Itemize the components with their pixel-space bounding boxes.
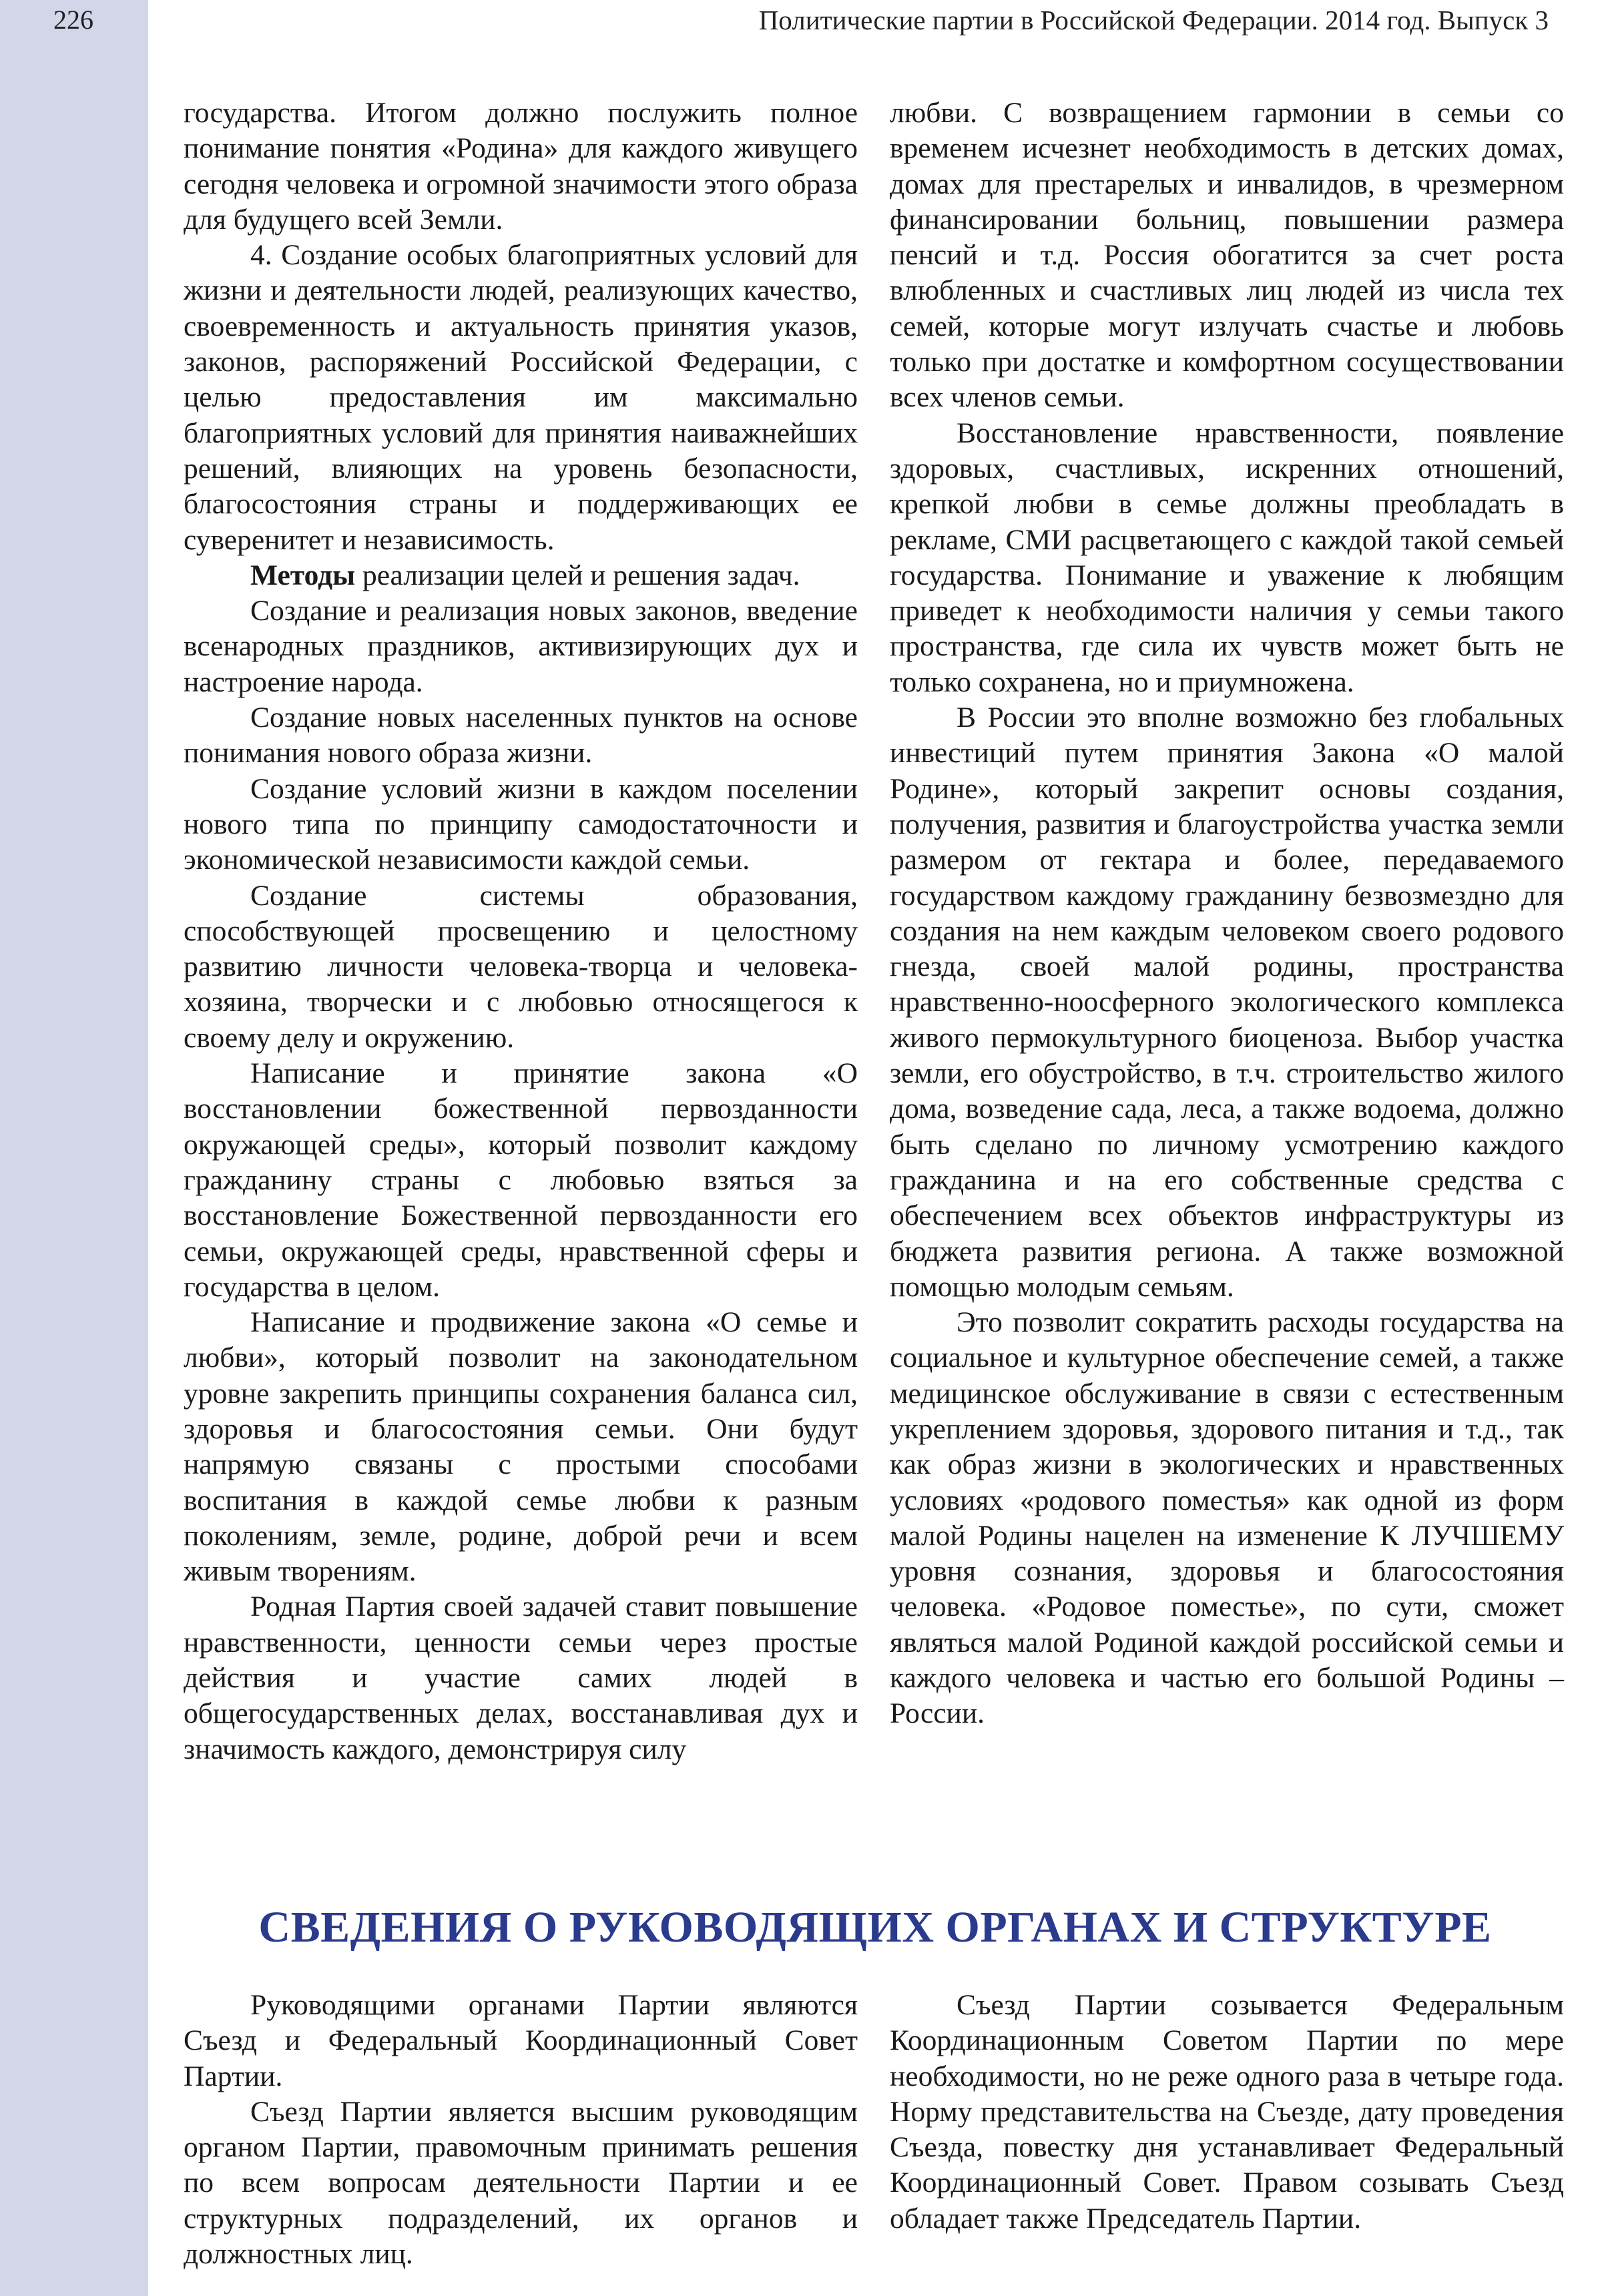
paragraph: Руководящими органами Партии являются Съезд и Федеральный Координационный Совет Партии. bbox=[184, 1989, 858, 2092]
paragraph: Создание новых населенных пунктов на основе понимания нового образа жизни. bbox=[184, 701, 858, 770]
section-left-column bbox=[184, 1988, 858, 2272]
paragraph: Восстановление нравственности, появление здоровых, счастливых, искренних отношений, крепкой любви в семье должны преобладать в рекламе, СМИ расцветающего с каждой такой семьей государства. Понимание и уважение к любящим приведет к необходимости наличия у семьи такого пространства, где сила их чувств может быть не только сохранена, но и приумножена. bbox=[890, 416, 1564, 698]
paragraph: Создание и реализация новых законов, введение всенародных праздников, активизирующих дух и настроение народа. bbox=[184, 595, 858, 698]
paragraph bbox=[184, 558, 858, 593]
paragraph: государства. Итогом должно послужить полное понимание понятия «Родина» для каждого живущего сегодня человека и огромной значимости этого образа для будущего всей Земли. bbox=[184, 97, 858, 236]
section-heading: СВЕДЕНИЯ О РУКОВОДЯЩИХ ОРГАНАХ И СТРУКТУРЕ bbox=[258, 1903, 1492, 1952]
page-margin-band bbox=[0, 0, 148, 2296]
paragraph: Написание и продвижение закона «О семье и любви», который позволит на законодательном уровне закрепить принципы сохранения баланса сил, здоровья и благосостояния семьи. Они будут напрямую связаны с простыми способами воспитания в каждой семье любви к разным поколениям, земле, родине, доброй речи и всем живым творениям. bbox=[184, 1306, 858, 1588]
right-column bbox=[890, 95, 1564, 1732]
page-number: 226 bbox=[53, 5, 93, 35]
paragraph-text: реализации целей и решения задач. bbox=[355, 559, 800, 591]
paragraph: Создание условий жизни в каждом поселении нового типа по принципу самодостаточности и экономической независимости каждой семьи. bbox=[184, 772, 858, 876]
paragraph: Съезд Партии является высшим руководящим органом Партии, правомочным принимать решения по всем вопросам деятельности Партии и ее структурных подразделений, их органов и должностных лиц. bbox=[184, 2095, 858, 2271]
left-column bbox=[184, 95, 858, 1767]
paragraph: Написание и принятие закона «О восстановлении божественной первозданности окружающей среды», который позволит каждому гражданину страны с любовью взяться за восстановление Божественной первозданности его семьи, окружающей среды, нравственной сферы и государства в целом. bbox=[184, 1057, 858, 1303]
bold-term: Методы bbox=[250, 559, 356, 591]
section-right-column bbox=[890, 1988, 1564, 2237]
paragraph: Съезд Партии созывается Федеральным Координационным Советом Партии по мере необходимости, но не реже одного раза в четыре года. Норму представительства на Съезде, дату проведения Съезда, повестку дня устанавливает Федеральный Координационный Совет. Правом созывать Съезд обладает также Председатель Партии. bbox=[890, 1989, 1564, 2235]
paragraph: любви. С возвращением гармонии в семьи со временем исчезнет необходимость в детских домах, домах для престарелых и инвалидов, в чрезмерном финансировании больниц, повышении размера пенсий и т.д. Россия обогатится за счет роста влюбленных и счастливых лиц людей из числа тех семей, которые могут излучать счастье и любовь только при достатке и комфортном сосуществовании всех членов семьи. bbox=[890, 97, 1564, 414]
paragraph: В России это вполне возможно без глобальных инвестиций путем принятия Закона «О малой Родине», который закрепит основы создания, получения, развития и благоустройства участка земли размером от гектара и более, передаваемого государством каждому гражданину безвозмездно для создания на нем каждым человеком своего родового гнезда, своей малой родины, пространства нравственно-ноосферного экологического комплекса живого пермокультурного биоценоза. Выбор участка земли, его обустройство, в т.ч. строительство жилого дома, возведение сада, леса, а также водоема, должно быть сделано по личному усмотрению каждого гражданина и на его собственные средства с обеспечением всех объектов инфраструктуры из бюджета развития региона. А также возможной помощью молодым семьям. bbox=[890, 701, 1564, 1303]
paragraph: 4. Создание особых благоприятных условий для жизни и деятельности людей, реализующих качество, своевременность и актуальность принятия указов, законов, распоряжений Российской Федерации, с целью предоставления им максимально благоприятных условий для принятия наиважнейших решений, влияющих на уровень безопасности, благосостояния страны и поддерживающих ее суверенитет и независимость. bbox=[184, 239, 858, 556]
paragraph: Это позволит сократить расходы государства на социальное и культурное обеспечение семей, а также медицинское обслуживание в связи с естественным укреплением здоровья, здорового питания и т.д., так как образ жизни в экологических и нравственных условиях «родового поместья» как одной из форм малой Родины нацелен на изменение К ЛУЧШЕМУ уровня сознания, здоровья и благосостояния человека. «Родовое поместье», по сути, сможет являться малой Родиной каждой российской семьи и каждого человека и частью его большой Родины – России. bbox=[890, 1306, 1564, 1730]
paragraph: Родная Партия своей задачей ставит повышение нравственности, ценности семьи через простые действия и участие самих людей в общегосударственных делах, восстанавливая дух и значимость каждого, демонстрируя силу bbox=[184, 1591, 858, 1765]
paragraph: Создание системы образования, способствующей просвещению и целостному развитию личности человека-творца и человека-хозяина, творчески и с любовью относящегося к своему делу и окружению. bbox=[184, 879, 858, 1054]
running-header: Политические партии в Российской Федерации. 2014 год. Выпуск 3 bbox=[758, 5, 1549, 35]
